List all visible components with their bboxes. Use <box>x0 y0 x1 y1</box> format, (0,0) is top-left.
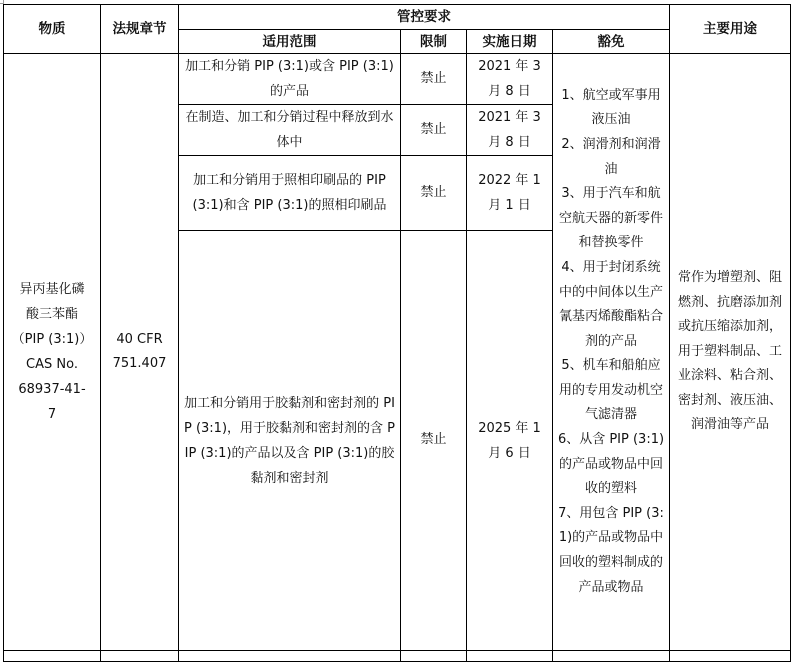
header-exemption: 豁免 <box>553 30 670 54</box>
substance-cell <box>4 54 101 651</box>
header-scope: 适用范围 <box>179 30 401 54</box>
substance-abbrev: （PIP (3:1)） <box>11 332 93 347</box>
exemption-item: 7、用包含 PIP (3:1)的产品或物品中回收的塑料制成的产品或物品 <box>558 505 664 595</box>
header-main-uses: 主要用途 <box>670 5 791 54</box>
header-regulation-section: 法规章节 <box>101 5 179 54</box>
header-substance: 物质 <box>4 5 101 54</box>
regulation-table <box>3 4 791 662</box>
continuation-cell <box>670 651 791 662</box>
effective-date-cell: 2021 年 3 月 8 日 <box>467 54 553 105</box>
exemption-spacer <box>555 600 667 620</box>
table-row-continuation <box>4 651 791 662</box>
header-row-top <box>4 5 791 30</box>
cas-label: CAS No. <box>26 357 78 372</box>
exemption-item: 4、用于封闭系统中的中间体以生产氰基丙烯酸酯粘合剂的产品 <box>558 259 663 349</box>
exemption-item: 2、润滑剂和润滑油 <box>561 136 661 177</box>
continuation-cell <box>467 651 553 662</box>
continuation-cell <box>4 651 101 662</box>
scope-cell: 在制造、加工和分销过程中释放到水体中 <box>179 105 401 156</box>
restriction-cell: 禁止 <box>401 156 467 231</box>
regulation-section-cell <box>101 54 179 651</box>
continuation-cell <box>101 651 179 662</box>
table-row <box>4 54 791 105</box>
exemption-item: 6、从含 PIP (3:1)的产品或物品中回收的塑料 <box>557 432 665 497</box>
main-uses-cell: 常作为增塑剂、阻燃剂、抗磨添加剂或抗压缩添加剂，用于塑料制品、工业涂料、粘合剂、密封剂、液压油、润滑油等产品 <box>670 54 791 651</box>
substance-name-line1: 异丙基化磷 <box>19 282 85 297</box>
substance-name-line2: 酸三苯酯 <box>25 307 78 322</box>
scope-cell: 加工和分销 PIP (3:1)或含 PIP (3:1)的产品 <box>179 54 401 105</box>
continuation-cell <box>401 651 467 662</box>
continuation-cell <box>553 651 670 662</box>
restriction-cell: 禁止 <box>401 54 467 105</box>
exemption-item: 1、航空或军事用液压油 <box>561 87 661 128</box>
header-restriction: 限制 <box>401 30 467 54</box>
effective-date-cell: 2025 年 1 月 6 日 <box>467 231 553 651</box>
restriction-cell: 禁止 <box>401 105 467 156</box>
exemption-item: 3、用于汽车和航空航天器的新零件和替换零件 <box>558 186 663 251</box>
exemptions-cell <box>553 54 670 651</box>
scope-cell: 加工和分销用于胶黏剂和密封剂的 PIP (3:1)，用于胶黏剂和密封剂的含 PIP (3:1)的产品以及含 PIP (3:1)的胶黏剂和密封剂 <box>179 231 401 651</box>
regulation-line2: 751.407 <box>112 356 167 371</box>
regulation-line1: 40 CFR <box>116 331 163 347</box>
cas-number-part1: 68937-41- <box>18 382 86 397</box>
effective-date-cell: 2021 年 3 月 8 日 <box>467 105 553 156</box>
header-control-requirements: 管控要求 <box>179 5 670 30</box>
continuation-cell <box>179 651 401 662</box>
scope-cell: 加工和分销用于照相印刷品的 PIP (3:1)和含 PIP (3:1)的照相印刷品 <box>179 156 401 231</box>
effective-date-cell: 2022 年 1 月 1 日 <box>467 156 553 231</box>
header-effective-date: 实施日期 <box>467 30 553 54</box>
exemption-item: 5、机车和船舶应用的专用发动机空气滤清器 <box>558 358 663 423</box>
restriction-cell: 禁止 <box>401 231 467 651</box>
cas-number-part2: 7 <box>47 407 57 422</box>
